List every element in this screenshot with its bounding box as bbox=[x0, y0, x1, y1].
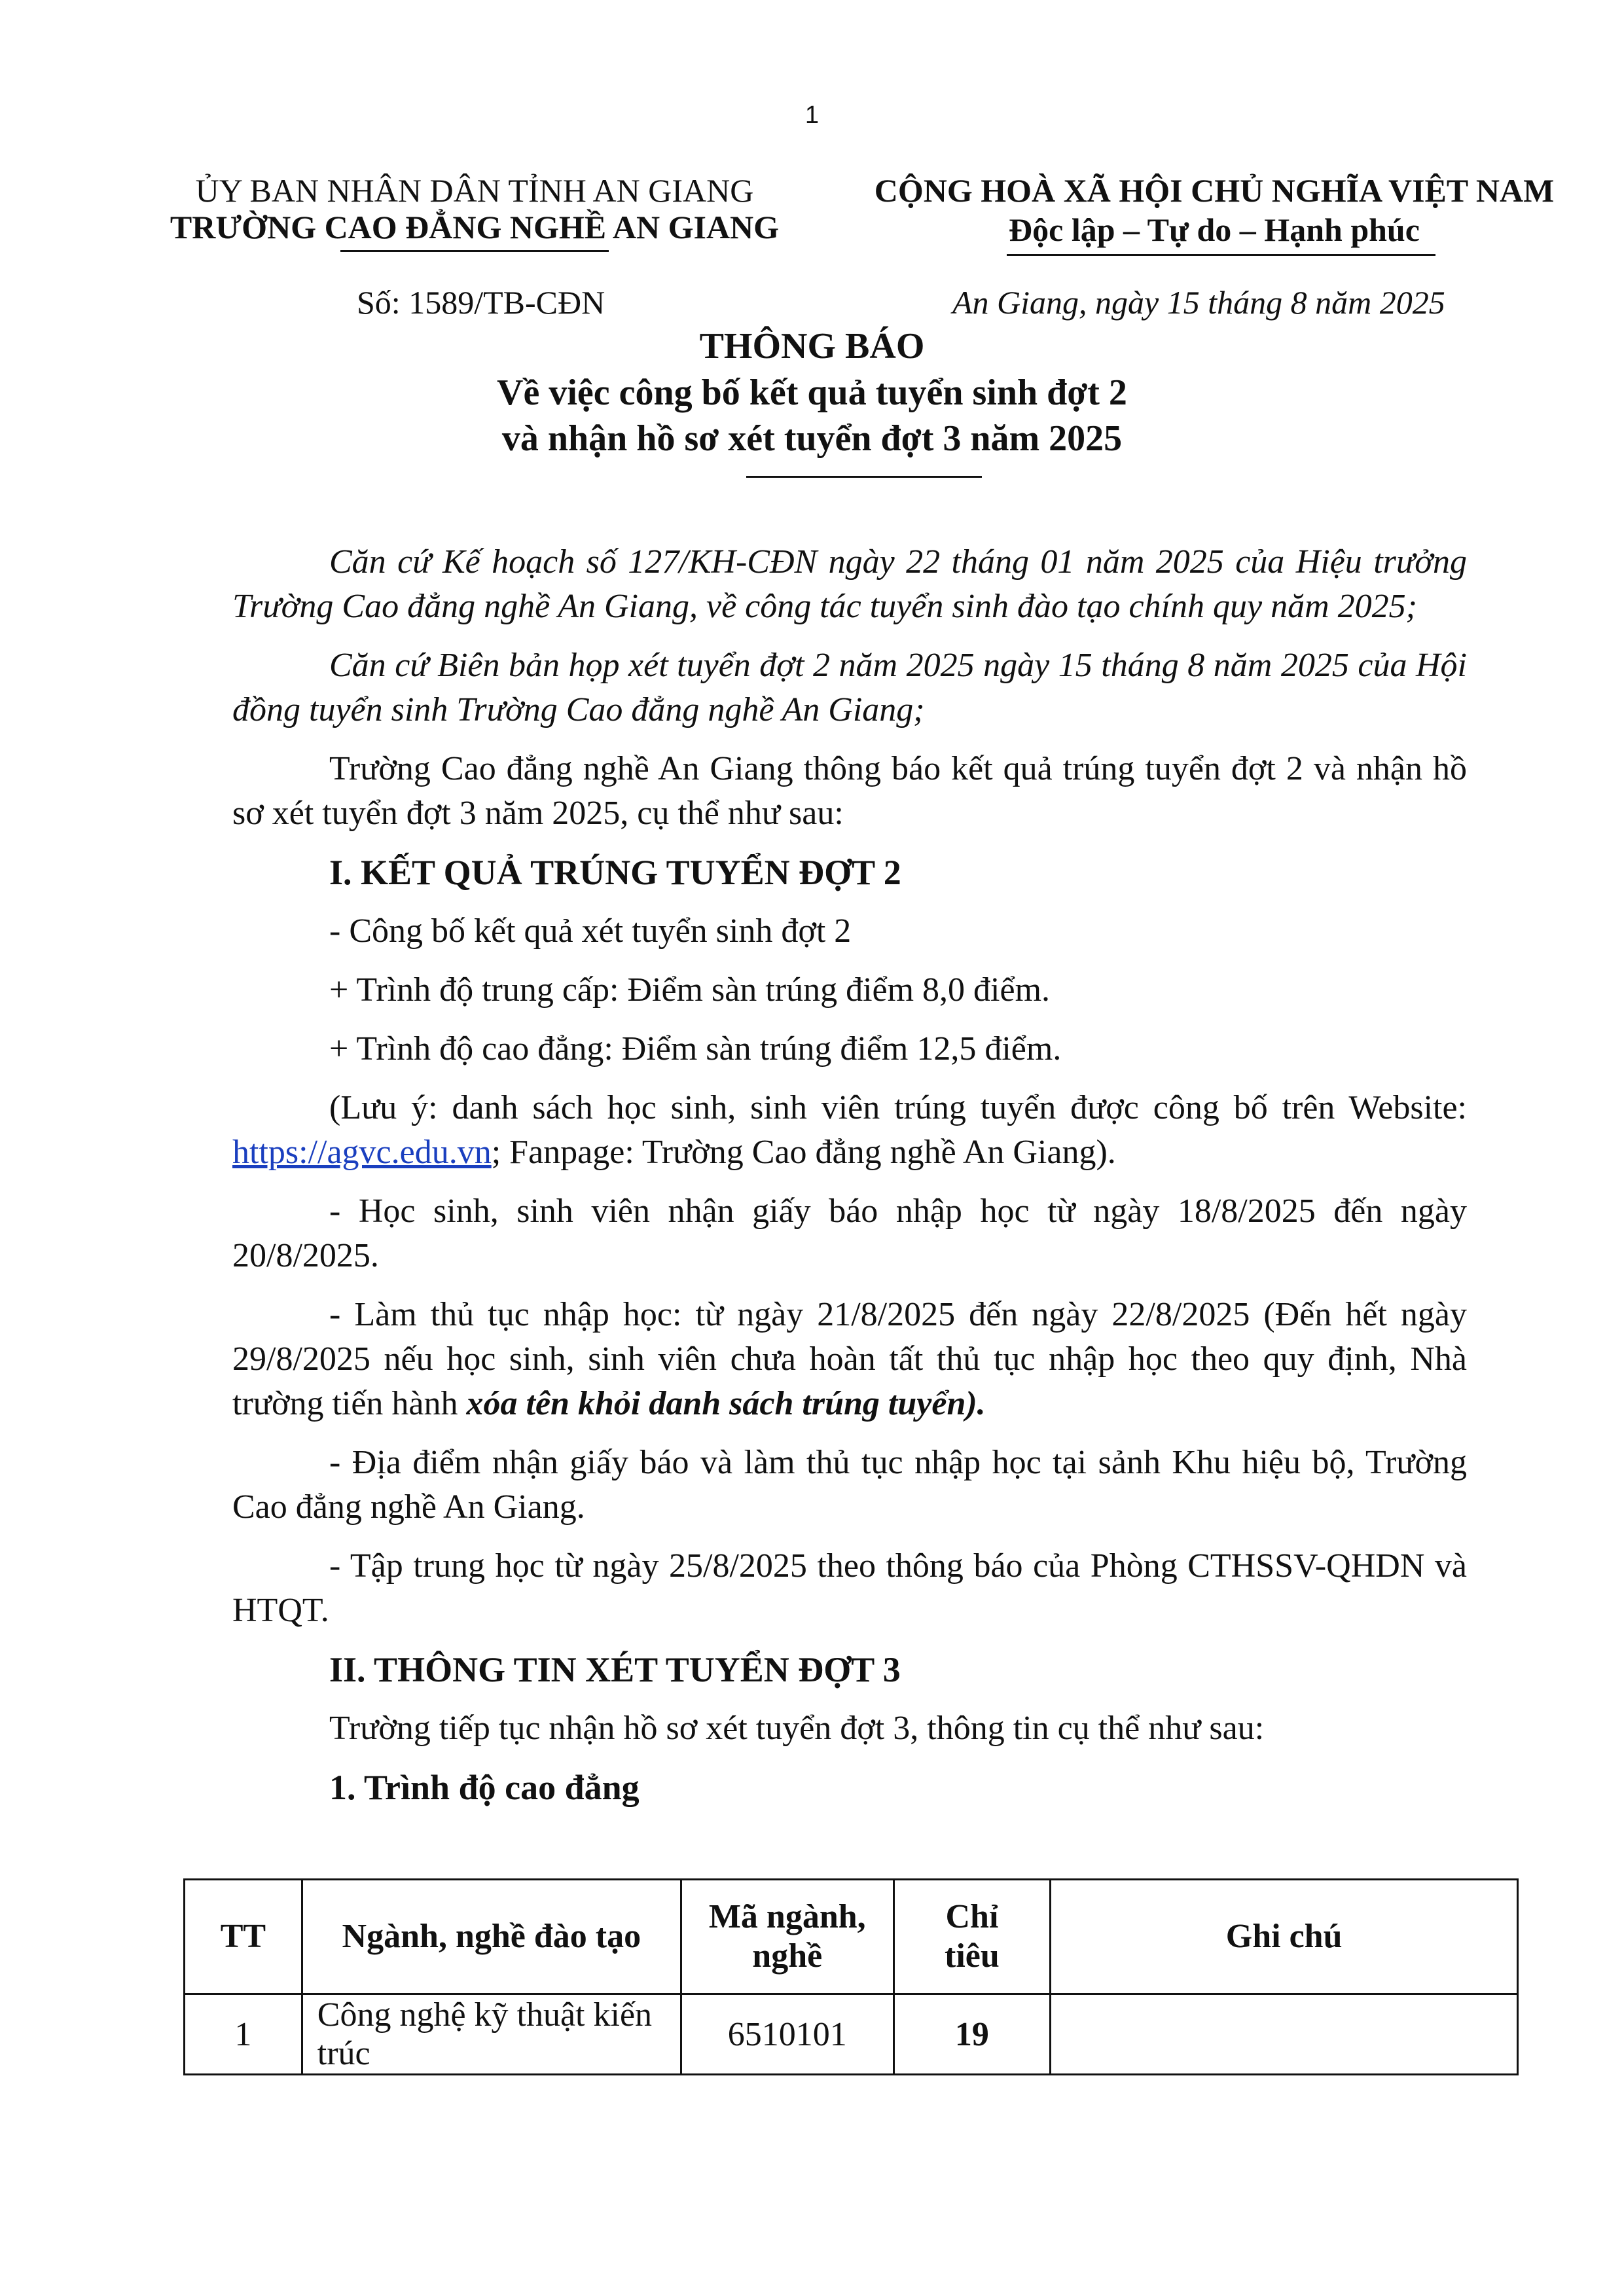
cell-nganh: Công nghệ kỹ thuật kiến trúc bbox=[302, 1994, 681, 2075]
section-2-intro: Trường tiếp tục nhận hồ sơ xét tuyển đợt 3, thông tin cụ thể như sau: bbox=[329, 1710, 1265, 1747]
document-number: Số: 1589/TB-CĐN bbox=[357, 284, 605, 321]
col-header-ma-line1: Mã ngành, bbox=[708, 1898, 866, 1935]
quota-table bbox=[183, 1878, 1519, 2075]
note-suffix: ; Fanpage: Trường Cao đẳng nghề An Giang). bbox=[491, 1134, 1116, 1171]
cell-chitieu: 19 bbox=[893, 1994, 1051, 2075]
table-row bbox=[185, 1994, 1518, 2075]
header-left-rule bbox=[340, 250, 609, 252]
subsection-1-heading: 1. Trình độ cao đẳng bbox=[329, 1768, 640, 1807]
school-name: TRƯỜNG CAO ĐẲNG NGHỀ AN GIANG bbox=[170, 209, 780, 245]
doc-subject-line2: và nhận hồ sơ xét tuyển đợt 3 năm 2025 bbox=[501, 418, 1123, 459]
section-1-item-6: - Địa điểm nhận giấy báo và làm thủ tục nhập học tại sảnh Khu hiệu bộ, Trường Cao đẳng nghề An Giang. bbox=[232, 1444, 1467, 1526]
col-header-nganh: Ngành, nghề đào tạo bbox=[302, 1880, 681, 1994]
section-1-item-4: - Học sinh, sinh viên nhận giấy báo nhập học từ ngày 18/8/2025 đến ngày 20/8/2025. bbox=[232, 1193, 1467, 1274]
col-header-chitieu bbox=[893, 1880, 1051, 1994]
col-header-ma bbox=[681, 1880, 893, 1994]
national-title: CỘNG HOÀ XÃ HỘI CHỦ NGHĨA VIỆT NAM bbox=[874, 172, 1555, 209]
note-prefix: (Lưu ý: danh sách học sinh, sinh viên trúng tuyển được công bố trên Website: bbox=[329, 1089, 1467, 1126]
section-1-heading: I. KẾT QUẢ TRÚNG TUYỂN ĐỢT 2 bbox=[329, 853, 901, 892]
legal-basis-1: Căn cứ Kế hoạch số 127/KH-CĐN ngày 22 tháng 01 năm 2025 của Hiệu trưởng Trường Cao đẳng nghề An Giang, về công tác tuyển sinh đào tạo chính quy năm 2025; bbox=[232, 543, 1467, 625]
section-1-item-7: - Tập trung học từ ngày 25/8/2025 theo thông báo của Phòng CTHSSV-QHDN và HTQT. bbox=[232, 1547, 1467, 1629]
cell-ghichu bbox=[1051, 1994, 1518, 2075]
authority-name: ỦY BAN NHÂN DÂN TỈNH AN GIANG bbox=[195, 172, 754, 209]
cell-ma: 6510101 bbox=[681, 1994, 893, 2075]
col-header-ghichu: Ghi chú bbox=[1051, 1880, 1518, 1994]
section-1-item-1: - Công bố kết quả xét tuyển sinh đợt 2 bbox=[329, 912, 852, 950]
note-paragraph bbox=[232, 1086, 1467, 1175]
national-motto: Độc lập – Tự do – Hạnh phúc bbox=[1009, 211, 1420, 248]
col-header-chitieu-line1: Chỉ bbox=[945, 1898, 999, 1935]
page-number: 1 bbox=[804, 101, 820, 129]
col-header-tt: TT bbox=[185, 1880, 302, 1994]
place-date: An Giang, ngày 15 tháng 8 năm 2025 bbox=[952, 284, 1445, 321]
col-header-ma-line2: nghề bbox=[752, 1937, 823, 1975]
intro-paragraph: Trường Cao đẳng nghề An Giang thông báo kết quả trúng tuyển đợt 2 và nhận hồ sơ xét tuyển đợt 3 năm 2025, cụ thể như sau: bbox=[232, 750, 1467, 832]
header-right-rule bbox=[1007, 254, 1435, 256]
legal-basis-2: Căn cứ Biên bản họp xét tuyển đợt 2 năm 2025 ngày 15 tháng 8 năm 2025 của Hội đồng tuyển sinh Trường Cao đẳng nghề An Giang; bbox=[232, 647, 1467, 728]
col-header-chitieu-line2: tiêu bbox=[945, 1937, 1000, 1975]
section-1-item-3: + Trình độ cao đẳng: Điểm sàn trúng điểm 12,5 điểm. bbox=[329, 1030, 1062, 1067]
section-1-item-5 bbox=[232, 1293, 1467, 1426]
table-header-row bbox=[185, 1880, 1518, 1994]
document-body bbox=[232, 540, 1467, 1810]
item-5-emphasis: xóa tên khỏi danh sách trúng tuyển). bbox=[466, 1385, 986, 1422]
section-1-item-2: + Trình độ trung cấp: Điểm sàn trúng điểm 8,0 điểm. bbox=[329, 971, 1051, 1009]
cell-tt: 1 bbox=[185, 1994, 302, 2075]
doc-type-title: THÔNG BÁO bbox=[699, 326, 925, 367]
section-2-heading: II. THÔNG TIN XÉT TUYỂN ĐỢT 3 bbox=[329, 1650, 901, 1689]
doc-subject-line1: Về việc công bố kết quả tuyển sinh đợt 2 bbox=[497, 372, 1127, 413]
item-5-text: - Làm thủ tục nhập học: từ ngày 21/8/2025 đến ngày 22/8/2025 (Đến hết ngày 29/8/2025 nếu học sinh, sinh viên chưa hoàn tất thủ tục nhập học theo quy định, Nhà trường tiến hành bbox=[232, 1296, 1467, 1422]
title-rule bbox=[746, 476, 982, 478]
website-link[interactable]: https://agvc.edu.vn bbox=[232, 1134, 492, 1171]
